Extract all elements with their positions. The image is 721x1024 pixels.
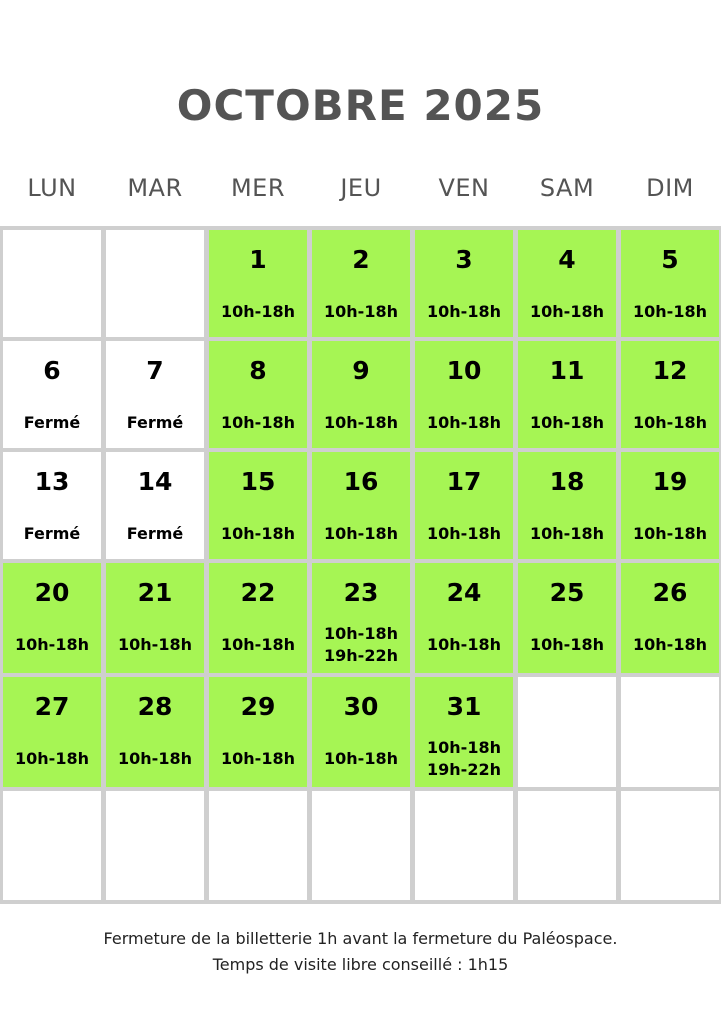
hours-line: 10h-18h [221,635,295,654]
hours-line: 10h-18h [324,749,398,768]
hours-line: 10h-18h [15,749,89,768]
opening-hours [106,749,204,769]
closed-label [3,413,101,433]
calendar-day-cell [209,563,307,673]
day-number: 4 [558,245,576,274]
hours-line: 19h-22h [324,646,398,665]
day-number: 25 [549,578,585,607]
calendar-day-cell [518,341,616,448]
opening-hours [621,524,719,544]
calendar-day-cell [518,563,616,673]
opening-hours [312,749,410,769]
hours-line: 10h-18h [633,635,707,654]
day-number: 20 [34,578,70,607]
hours-line: 10h-18h [221,413,295,432]
hours-line: 10h-18h [427,302,501,321]
calendar-day-cell [312,452,410,559]
opening-hours [415,302,513,322]
day-number: 2 [352,245,370,274]
opening-hours [209,524,307,544]
opening-hours [621,302,719,322]
opening-hours [621,635,719,655]
calendar-title: OCTOBRE 2025 [176,81,545,130]
opening-hours [518,635,616,655]
calendar-day-cell [3,341,101,448]
hours-line: 10h-18h [324,524,398,543]
calendar-empty-cell [621,791,719,900]
opening-hours [209,749,307,769]
calendar-day-cell [621,452,719,559]
hours-line: 10h-18h [118,635,192,654]
calendar-day-cell [209,452,307,559]
day-number: 13 [34,467,70,496]
calendar-day-cell [106,563,204,673]
opening-hours [106,635,204,655]
calendar-day-cell [3,563,101,673]
opening-hours [209,302,307,322]
calendar-day-cell [209,677,307,787]
calendar-day-cell [209,230,307,337]
hours-line: 10h-18h [118,749,192,768]
hours-line: Fermé [23,524,81,543]
hours-line: 10h-18h [427,524,501,543]
calendar-day-cell [106,452,204,559]
ticket-office-closing-note: Fermeture de la billetterie 1h avant la fermeture du Paléospace. [103,929,618,948]
hours-line: 10h-18h [633,413,707,432]
calendar-day-cell [3,677,101,787]
calendar-empty-cell [415,791,513,900]
opening-hours [621,413,719,433]
opening-hours [518,524,616,544]
calendar-empty-cell [621,677,719,787]
opening-hours [518,302,616,322]
calendar-empty-cell [518,677,616,787]
day-number: 17 [446,467,482,496]
day-number: 1 [249,245,267,274]
opening-hours [415,635,513,655]
opening-hours [3,635,101,655]
calendar-day-cell [415,230,513,337]
day-number: 28 [137,692,173,721]
day-number: 22 [240,578,276,607]
day-number: 5 [661,245,679,274]
calendar-empty-cell [106,230,204,337]
opening-hours [209,635,307,655]
day-number: 24 [446,578,482,607]
opening-hours [415,413,513,433]
hours-line: 19h-22h [427,760,501,779]
calendar-day-cell [518,230,616,337]
day-number: 30 [343,692,379,721]
calendar-day-cell [415,563,513,673]
hours-line: 10h-18h [324,624,398,643]
calendar-day-cell [415,452,513,559]
day-number: 7 [146,356,164,385]
calendar-empty-cell [312,791,410,900]
hours-line: 10h-18h [324,302,398,321]
day-number: 12 [652,356,688,385]
closed-label [3,524,101,544]
calendar-day-cell [312,563,410,673]
recommended-visit-time-note: Temps de visite libre conseillé : 1h15 [212,955,509,974]
weekday-header-monday: LUN [27,174,77,202]
calendar-day-cell [415,677,513,787]
hours-line: Fermé [126,413,184,432]
opening-hours [518,413,616,433]
weekday-header-sunday: DIM [646,174,694,202]
calendar-day-cell [621,341,719,448]
day-number: 6 [43,356,61,385]
day-number: 21 [137,578,173,607]
day-number: 14 [137,467,173,496]
calendar-day-cell [312,341,410,448]
day-number: 23 [343,578,379,607]
day-number: 10 [446,356,482,385]
opening-hours [415,524,513,544]
calendar-day-cell [621,563,719,673]
hours-line: 10h-18h [221,749,295,768]
opening-hours [312,302,410,322]
day-number: 27 [34,692,70,721]
calendar-day-cell [312,230,410,337]
hours-line: 10h-18h [633,302,707,321]
calendar-empty-cell [106,791,204,900]
calendar-day-cell [209,341,307,448]
hours-line: 10h-18h [530,635,604,654]
closed-label [106,413,204,433]
opening-hours [415,737,513,781]
day-number: 9 [352,356,370,385]
opening-hours [312,524,410,544]
calendar-day-cell [621,230,719,337]
day-number: 18 [549,467,585,496]
day-number: 29 [240,692,276,721]
opening-hours [209,413,307,433]
hours-line: 10h-18h [530,302,604,321]
calendar-day-cell [518,452,616,559]
weekday-header-saturday: SAM [539,174,595,202]
hours-line: 10h-18h [427,738,501,757]
day-number: 31 [446,692,482,721]
hours-line: Fermé [126,524,184,543]
opening-hours [3,749,101,769]
hours-line: 10h-18h [530,524,604,543]
calendar-day-cell [106,341,204,448]
day-number: 15 [240,467,276,496]
weekday-header-thursday: JEU [340,174,382,202]
calendar-day-cell [3,452,101,559]
day-number: 16 [343,467,379,496]
hours-line: 10h-18h [221,302,295,321]
weekday-header-tuesday: MAR [127,174,183,202]
calendar-day-cell [312,677,410,787]
hours-line: 10h-18h [427,413,501,432]
day-number: 19 [652,467,688,496]
opening-hours [312,623,410,667]
hours-line: 10h-18h [633,524,707,543]
hours-line: 10h-18h [221,524,295,543]
weekday-header-friday: VEN [438,174,490,202]
calendar-grid [0,226,721,904]
hours-line: 10h-18h [530,413,604,432]
calendar-empty-cell [209,791,307,900]
day-number: 26 [652,578,688,607]
calendar-empty-cell [3,230,101,337]
closed-label [106,524,204,544]
opening-hours [312,413,410,433]
hours-line: 10h-18h [427,635,501,654]
calendar-empty-cell [3,791,101,900]
calendar-empty-cell [518,791,616,900]
hours-line: 10h-18h [324,413,398,432]
day-number: 3 [455,245,473,274]
weekday-header-wednesday: MER [230,174,286,202]
day-number: 11 [549,356,585,385]
day-number: 8 [249,356,267,385]
calendar-day-cell [415,341,513,448]
hours-line: Fermé [23,413,81,432]
calendar-day-cell [106,677,204,787]
hours-line: 10h-18h [15,635,89,654]
